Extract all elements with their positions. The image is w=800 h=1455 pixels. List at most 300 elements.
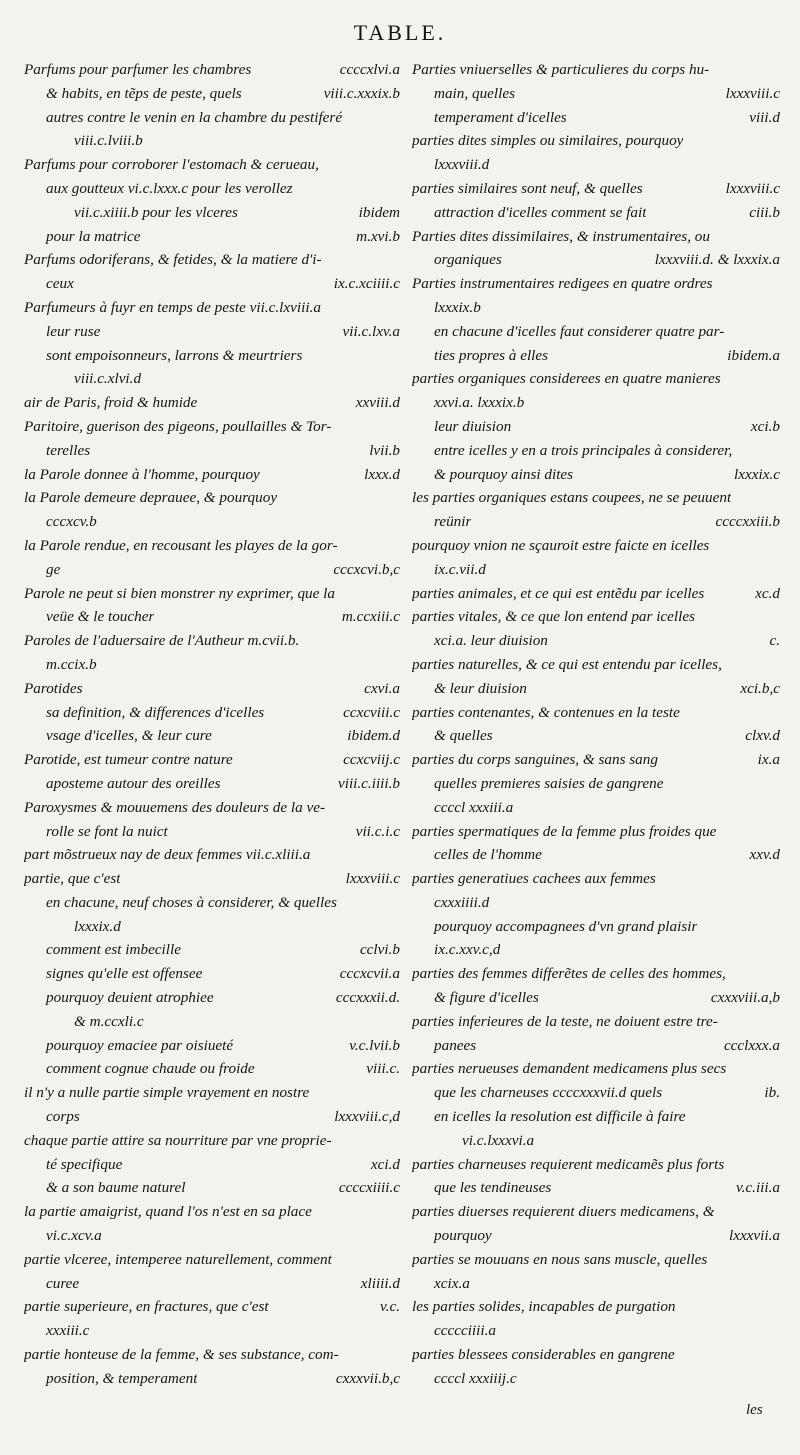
entry-text: xxvi.a. lxxxix.b (434, 394, 525, 412)
entry-text: Parole ne peut si bien monstrer ny exprimer, que la (24, 584, 336, 602)
entry-text: part mõstrueux nay de deux femmes vii.c.xliii.a (24, 846, 311, 864)
index-entry-line (412, 677, 782, 701)
entry-text: parties diuerses requierent diuers medicamens, & (412, 1203, 715, 1221)
entry-text: celles de l'homme (434, 846, 542, 864)
index-entry-line (24, 724, 402, 748)
index-entry-line (412, 367, 782, 391)
entry-reference (772, 962, 782, 986)
entry-text: parties nerueuses demandent medicamens plus secs (412, 1060, 727, 1078)
index-entry-line (24, 938, 402, 962)
index-entry-line (412, 320, 782, 344)
entry-reference (772, 1248, 782, 1272)
entry-text: partie vlceree, intemperee naturellement, comment (24, 1250, 332, 1268)
entry-reference (392, 843, 402, 867)
entry-text: pourquoy accompagnees d'vn grand plaisir (434, 917, 698, 935)
entry-reference: vii.c.lxv.a (342, 322, 400, 340)
index-entry-line (412, 1153, 782, 1177)
entry-text: la partie amaigrist, quand l'os n'est en sa place (24, 1203, 312, 1221)
index-entry-line (24, 1248, 402, 1272)
index-entry-line (24, 748, 402, 772)
entry-text: entre icelles y en a trois principales à considerer, (434, 441, 733, 459)
entry-reference: ccccxlvi.a (339, 61, 400, 78)
entry-reference: xci.d (370, 1155, 400, 1173)
entry-reference: ciii.b (749, 203, 780, 221)
entry-reference: viii.c.xxxix.b (323, 84, 400, 102)
entry-text: veüe & le toucher (46, 608, 155, 626)
index-entry-line (24, 106, 402, 130)
index-entry-line (412, 129, 782, 153)
index-entry-line (412, 986, 782, 1010)
entry-text: comment cognue chaude ou froide (46, 1060, 255, 1078)
index-entry-line (412, 796, 782, 820)
entry-text: que les charneuses ccccxxxvii.d quels (434, 1084, 663, 1102)
entry-reference (772, 915, 782, 939)
entry-reference (392, 534, 402, 558)
index-entry-line (24, 1319, 402, 1343)
entry-text: sa definition, & differences d'icelles (46, 703, 265, 721)
index-entry-line (24, 1010, 402, 1034)
index-entry-line (412, 1367, 782, 1391)
entry-text: Parotides (24, 679, 83, 697)
index-entry-line (24, 463, 402, 487)
index-entry-line (24, 439, 402, 463)
index-entry-line (24, 915, 402, 939)
entry-text: parties spermatiques de la femme plus froides que (412, 822, 717, 840)
entry-reference (772, 391, 782, 415)
index-entry-line (412, 582, 782, 606)
index-entry-line (24, 558, 402, 582)
entry-text: Parties vniuerselles & particulieres du corps hu- (412, 61, 710, 78)
entry-text: lxxxviii.d (434, 156, 490, 174)
entry-reference (392, 486, 402, 510)
entry-reference (772, 796, 782, 820)
entry-reference: v.c.iii.a (736, 1179, 780, 1197)
entry-text: Parfums odoriferans, & fetides, & la matiere d'i- (24, 251, 322, 269)
entry-reference (392, 796, 402, 820)
entry-reference (772, 820, 782, 844)
index-entry-line (24, 772, 402, 796)
entry-text: xci.a. leur diuision (434, 632, 548, 650)
entry-text: viii.c.lviii.b (74, 132, 143, 150)
index-entry-line (412, 701, 782, 725)
index-entry-line (412, 463, 782, 487)
index-entry-line (412, 1248, 782, 1272)
entry-text: & pourquoy ainsi dites (434, 465, 574, 483)
entry-reference (392, 1248, 402, 1272)
entry-reference (392, 367, 402, 391)
index-entry-line (412, 1319, 782, 1343)
index-entry-line (412, 201, 782, 225)
entry-reference: c. (769, 632, 780, 650)
entry-text: Parotide, est tumeur contre nature (24, 751, 233, 769)
entry-text: la Parole demeure deprauee, & pourquoy (24, 489, 278, 507)
index-entry-line (24, 1224, 402, 1248)
entry-text: Parfums pour corroborer l'estomach & cerueau, (24, 156, 319, 174)
index-entry-line (24, 891, 402, 915)
entry-reference (772, 486, 782, 510)
entry-text: parties charneuses requierent medicamẽs plus forts (412, 1155, 725, 1173)
index-entry-line (412, 344, 782, 368)
index-entry-line (24, 701, 402, 725)
index-entry-line (412, 1034, 782, 1058)
index-entry-line (412, 1224, 782, 1248)
entry-text: que les tendineuses (434, 1179, 552, 1197)
entry-text: parties inferieures de la teste, ne doiuent estre tre- (412, 1012, 718, 1030)
index-entry-line (24, 58, 402, 82)
entry-text: & figure d'icelles (434, 989, 539, 1007)
entry-reference (772, 58, 782, 82)
entry-text: pourquoy vnion ne sçauroit estre faicte en icelles (412, 536, 710, 554)
entry-text: il n'y a nulle partie simple vrayement en nostre (24, 1084, 310, 1102)
entry-text: Parfums pour parfumer les chambres (24, 61, 252, 78)
entry-reference (772, 938, 782, 962)
entry-text: rolle se font la nuict (46, 822, 168, 840)
entry-reference (392, 106, 402, 130)
index-entry-line (24, 1176, 402, 1200)
index-entry-line (412, 938, 782, 962)
index-entry-line (24, 677, 402, 701)
index-entry-line (412, 1295, 782, 1319)
entry-reference (772, 1057, 782, 1081)
page-title: TABLE. (353, 20, 447, 45)
entry-text: & quelles (434, 727, 493, 745)
entry-reference: ibidem.d (347, 727, 400, 745)
entry-text: parties animales, et ce qui est entẽdu par icelles (412, 584, 705, 602)
index-entry-line (412, 962, 782, 986)
index-entry-line (24, 1367, 402, 1391)
entry-reference (392, 1224, 402, 1248)
entry-reference: xxv.d (749, 846, 780, 864)
index-entry-line (412, 820, 782, 844)
entry-text: ccccl xxxiiij.c (434, 1369, 517, 1387)
index-entry-line (24, 391, 402, 415)
entry-reference: xxviii.d (355, 394, 400, 412)
entry-reference: lxxxviii.c (345, 870, 400, 888)
entry-text: parties vitales, & ce que lon entend par icelles (412, 608, 696, 626)
entry-text: pourquoy (434, 1227, 492, 1245)
entry-text: pourquoy deuient atrophiee (46, 989, 214, 1007)
entry-text: vii.c.xiiii.b pour les vlceres (74, 203, 238, 221)
index-entry-line (24, 486, 402, 510)
index-entry-line (412, 867, 782, 891)
entry-text: parties blessees considerables en gangrene (412, 1346, 675, 1364)
entry-text: corps (46, 1108, 80, 1126)
entry-reference: xci.b,c (740, 679, 780, 697)
index-entry-line (24, 1153, 402, 1177)
entry-reference: cccxcvii.a (339, 965, 400, 983)
index-entry-line (412, 82, 782, 106)
entry-text: en chacune d'icelles faut considerer quatre par- (434, 322, 725, 340)
entry-reference: lxxxviii.d. & lxxxix.a (654, 251, 780, 269)
entry-reference (772, 1367, 782, 1391)
entry-reference: xc.d (755, 584, 780, 602)
index-entry-line (412, 1272, 782, 1296)
entry-reference (772, 129, 782, 153)
index-entry-line (24, 629, 402, 653)
index-entry-line (24, 320, 402, 344)
entry-text: attraction d'icelles comment se fait (434, 203, 647, 221)
entry-reference: m.ccxiii.c (341, 608, 400, 626)
index-entry-line (412, 510, 782, 534)
index-entry-line (412, 891, 782, 915)
entry-reference: cccxxxii.d. (335, 989, 400, 1007)
entry-text: sont empoisonneurs, larrons & meurtriers (46, 346, 303, 364)
entry-text: aux goutteux vi.c.lxxx.c pour les verollez (46, 179, 293, 197)
index-entry-line (412, 748, 782, 772)
entry-text: la Parole rendue, en recousant les playes de la gor- (24, 536, 338, 554)
entry-reference (392, 296, 402, 320)
index-entry-line (412, 1200, 782, 1224)
entry-text: panees (434, 1036, 477, 1054)
entry-text: parties naturelles, & ce qui est entendu par icelles, (412, 655, 722, 673)
index-entry-line (412, 1176, 782, 1200)
entry-text: m.ccix.b (46, 655, 97, 673)
entry-text: ix.c.xxv.c,d (434, 941, 501, 959)
entry-reference (772, 296, 782, 320)
index-entry-line (24, 225, 402, 249)
entry-text: ceux (46, 275, 74, 293)
index-entry-line (412, 177, 782, 201)
entry-reference: v.c.lvii.b (349, 1036, 400, 1054)
entry-reference (392, 177, 402, 201)
entry-reference (772, 320, 782, 344)
entry-reference (392, 653, 402, 677)
entry-reference: ix.a (757, 751, 780, 769)
entry-text: terelles (46, 441, 91, 459)
entry-text: parties generatiues cachees aux femmes (412, 870, 656, 888)
entry-reference (392, 629, 402, 653)
entry-reference (772, 1200, 782, 1224)
index-entry-line (24, 296, 402, 320)
index-entry-line (412, 915, 782, 939)
entry-text: ge (46, 560, 61, 578)
index-entry-line (24, 344, 402, 368)
index-entry-line (24, 843, 402, 867)
entry-reference: lxxxviii.c (725, 84, 780, 102)
entry-text: air de Paris, froid & humide (24, 394, 198, 412)
index-entry-line (412, 843, 782, 867)
entry-text: autres contre le venin en la chambre du pestiferé (46, 108, 343, 126)
entry-reference: cccxcvi.b,c (333, 560, 400, 578)
index-entry-line (412, 1343, 782, 1367)
entry-text: parties se mouuans en nous sans muscle, quelles (412, 1250, 708, 1268)
index-column-right (412, 58, 782, 1391)
entry-reference (772, 1010, 782, 1034)
entry-text: & leur diuision (434, 679, 527, 697)
entry-text: Parties instrumentaires redigees en quatre ordres (412, 275, 713, 293)
index-entry-line (412, 415, 782, 439)
entry-text: quelles premieres saisies de gangrene (434, 774, 664, 792)
entry-text: partie superieure, en fractures, que c'est (24, 1298, 269, 1316)
index-entry-line (24, 153, 402, 177)
entry-reference (772, 272, 782, 296)
entry-text: lxxxix.b (434, 298, 481, 316)
entry-reference: lxxxvii.a (728, 1227, 780, 1245)
entry-reference: lvii.b (369, 441, 400, 459)
entry-text: cxxxiiii.d (434, 893, 490, 911)
entry-reference: m.xvi.b (356, 227, 400, 245)
entry-text: les parties organiques estans coupees, ne se peuuent (412, 489, 732, 507)
index-entry-line (412, 58, 782, 82)
entry-text: Parties dites dissimilaires, & instrumentaires, ou (412, 227, 710, 245)
index-entry-line (24, 820, 402, 844)
entry-text: té specifique (46, 1155, 123, 1173)
index-entry-line (24, 1105, 402, 1129)
index-entry-line (24, 1343, 402, 1367)
entry-reference (772, 558, 782, 582)
entry-reference (772, 653, 782, 677)
index-entry-line (24, 1272, 402, 1296)
entry-reference (392, 891, 402, 915)
entry-text: vi.c.lxxxvi.a (462, 1131, 535, 1149)
entry-text: parties contenantes, & contenues en la teste (412, 703, 680, 721)
index-entry-line (412, 653, 782, 677)
entry-text: en icelles la resolution est difficile à faire (434, 1108, 686, 1126)
entry-text: Paroles de l'aduersaire de l'Autheur m.cvii.b. (24, 632, 300, 650)
entry-reference (392, 582, 402, 606)
entry-text: lxxxix.d (74, 917, 121, 935)
entry-reference: v.c. (380, 1298, 400, 1316)
index-entry-line (24, 272, 402, 296)
index-entry-line (24, 129, 402, 153)
entry-reference: viii.d (749, 108, 780, 126)
entry-text: xcix.a (434, 1274, 470, 1292)
entry-reference (772, 1105, 782, 1129)
index-entry-line (24, 605, 402, 629)
entry-text: vsage d'icelles, & leur cure (46, 727, 212, 745)
entry-reference (392, 1010, 402, 1034)
index-entry-line (24, 1295, 402, 1319)
index-entry-line (412, 629, 782, 653)
index-entry-line (24, 415, 402, 439)
index-entry-line (24, 1129, 402, 1153)
entry-reference: lxxxviii.c,d (334, 1108, 400, 1126)
entry-reference (772, 439, 782, 463)
index-entry-line (24, 962, 402, 986)
entry-text: ccccciiii.a (434, 1322, 496, 1340)
entry-reference (392, 129, 402, 153)
entry-text: leur diuision (434, 417, 512, 435)
entry-reference (772, 1343, 782, 1367)
entry-text: vi.c.xcv.a (46, 1227, 102, 1245)
index-entry-line (24, 177, 402, 201)
entry-text: signes qu'elle est offensee (46, 965, 203, 983)
index-entry-line (24, 1057, 402, 1081)
index-entry-line (412, 558, 782, 582)
index-entry-line (412, 605, 782, 629)
entry-reference (772, 153, 782, 177)
entry-text: xxxiii.c (46, 1322, 90, 1340)
entry-reference: cclvi.b (359, 941, 400, 959)
entry-text: & m.ccxli.c (74, 1012, 144, 1030)
index-entry-line (412, 1057, 782, 1081)
entry-text: partie, que c'est (24, 870, 121, 888)
entry-reference (772, 772, 782, 796)
entry-reference (772, 534, 782, 558)
index-entry-line (412, 1010, 782, 1034)
entry-text: parties organiques considerees en quatre manieres (412, 370, 721, 388)
entry-text: Parfumeurs à fuyr en temps de peste vii.c.lxviii.a (24, 298, 321, 316)
entry-reference: lxxxviii.c (725, 179, 780, 197)
index-entry-line (412, 225, 782, 249)
entry-text: aposteme autour des oreilles (46, 774, 221, 792)
entry-text: & habits, en tẽps de peste, quels (46, 84, 242, 102)
entry-text: ix.c.vii.d (434, 560, 486, 578)
index-column-left (24, 58, 402, 1391)
index-entry-line (412, 1105, 782, 1129)
index-entry-line (412, 1129, 782, 1153)
index-entry-line (24, 367, 402, 391)
index-entry-line (24, 1081, 402, 1105)
entry-reference: vii.c.i.c (355, 822, 400, 840)
entry-reference: ccxcviii.c (343, 703, 400, 721)
entry-reference: cxvi.a (364, 679, 400, 697)
entry-text: main, quelles (434, 84, 515, 102)
entry-text: partie honteuse de la femme, & ses substance, com- (24, 1346, 339, 1364)
entry-reference (772, 225, 782, 249)
entry-reference (392, 1200, 402, 1224)
entry-reference (392, 1081, 402, 1105)
entry-reference: clxv.d (745, 727, 780, 745)
entry-text: pourquoy emaciee par oisiueté (46, 1036, 234, 1054)
entry-reference: ccccxxiii.b (715, 513, 780, 531)
entry-reference (772, 867, 782, 891)
index-entry-line (412, 153, 782, 177)
index-entry-line (24, 201, 402, 225)
entry-text: pour la matrice (46, 227, 141, 245)
index-entry-line (412, 1081, 782, 1105)
index-entry-line (24, 82, 402, 106)
entry-text: viii.c.xlvi.d (74, 370, 142, 388)
entry-reference (392, 344, 402, 368)
entry-text: Paritoire, guerison des pigeons, poullailles & Tor- (24, 417, 332, 435)
index-entry-line (412, 106, 782, 130)
index-entry-line (24, 248, 402, 272)
entry-text: position, & temperament (46, 1369, 198, 1387)
entry-text: organiques (434, 251, 502, 269)
entry-text: la Parole donnee à l'homme, pourquoy (24, 465, 260, 483)
entry-text: parties des femmes differẽtes de celles des hommes, (412, 965, 726, 983)
entry-reference (772, 701, 782, 725)
entry-reference: cxxxviii.a,b (710, 989, 780, 1007)
entry-reference (772, 1272, 782, 1296)
index-entry-line (412, 486, 782, 510)
entry-text: parties du corps sanguines, & sans sang (412, 751, 658, 769)
index-entry-line (24, 867, 402, 891)
entry-reference (772, 891, 782, 915)
index-entry-line (412, 296, 782, 320)
entry-reference: ibidem.a (727, 346, 780, 364)
entry-reference: ccccxiiii.c (338, 1179, 400, 1197)
entry-text: & a son baume naturel (46, 1179, 186, 1197)
index-entry-line (24, 582, 402, 606)
entry-text: chaque partie attire sa nourriture par vne proprie- (24, 1131, 332, 1149)
entry-text: parties dites simples ou similaires, pourquoy (412, 132, 684, 150)
entry-text: Paroxysmes & mouuemens des douleurs de la ve- (24, 798, 326, 816)
entry-reference (392, 153, 402, 177)
index-entry-line (24, 510, 402, 534)
entry-reference (392, 248, 402, 272)
index-entry-line (412, 439, 782, 463)
entry-reference: xci.b (750, 417, 780, 435)
index-entry-line (412, 272, 782, 296)
entry-reference: ib. (764, 1084, 780, 1102)
index-entry-line (24, 534, 402, 558)
entry-text: comment est imbecille (46, 941, 181, 959)
entry-reference (392, 1129, 402, 1153)
entry-text: leur ruse (46, 322, 101, 340)
entry-text: temperament d'icelles (434, 108, 567, 126)
